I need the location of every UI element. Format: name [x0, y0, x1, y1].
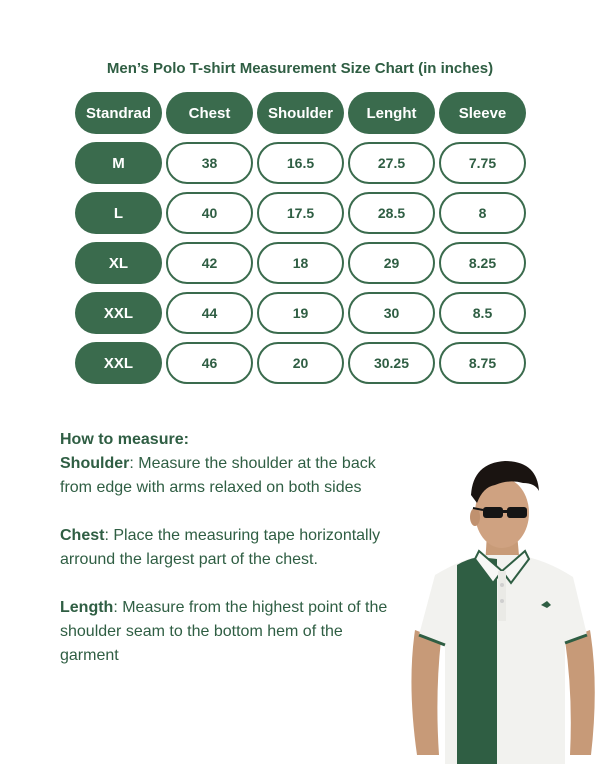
model-illustration	[405, 455, 600, 764]
shoulder-value: 18	[257, 242, 344, 284]
chest-text: : Place the measuring tape horizontally arround the largest part of the chest.	[60, 527, 381, 568]
length-value: 28.5	[348, 192, 435, 234]
sleeve-value: 8.5	[439, 292, 526, 334]
table-row	[75, 342, 526, 384]
table-row	[75, 142, 526, 184]
sleeve-value: 7.75	[439, 142, 526, 184]
chest-term: Chest	[60, 527, 105, 544]
shoulder-value: 16.5	[257, 142, 344, 184]
header-sleeve: Sleeve	[439, 92, 526, 134]
length-value: 30.25	[348, 342, 435, 384]
length-text: : Measure from the highest point of the shoulder seam to the bottom hem of the garment	[60, 599, 388, 664]
shoulder-value: 20	[257, 342, 344, 384]
sleeve-value: 8.25	[439, 242, 526, 284]
instructions-heading: How to measure:	[60, 431, 189, 448]
chest-value: 40	[166, 192, 253, 234]
shoulder-value: 17.5	[257, 192, 344, 234]
chest-value: 38	[166, 142, 253, 184]
model-photo	[405, 455, 600, 764]
table-row	[75, 292, 526, 334]
size-label: XXL	[75, 342, 162, 384]
chest-value: 46	[166, 342, 253, 384]
sleeve-value: 8.75	[439, 342, 526, 384]
length-term: Length	[60, 599, 114, 616]
length-instruction	[60, 596, 405, 668]
chest-instruction	[60, 524, 405, 572]
measure-instructions	[60, 428, 405, 692]
header-chest: Chest	[166, 92, 253, 134]
size-label: XXL	[75, 292, 162, 334]
table-row	[75, 242, 526, 284]
chart-title: Men’s Polo T-shirt Measurement Size Chart (in inches)	[106, 60, 494, 77]
shoulder-value: 19	[257, 292, 344, 334]
shoulder-text: : Measure the shoulder at the back from edge with arms relaxed on both sides	[60, 455, 376, 496]
chest-value: 44	[166, 292, 253, 334]
size-label: M	[75, 142, 162, 184]
size-table	[75, 92, 526, 392]
header-standard: Standrad	[75, 92, 162, 134]
size-label: L	[75, 192, 162, 234]
chest-value: 42	[166, 242, 253, 284]
header-shoulder: Shoulder	[257, 92, 344, 134]
length-value: 30	[348, 292, 435, 334]
shoulder-term: Shoulder	[60, 455, 130, 472]
table-header-row	[75, 92, 526, 134]
shoulder-instruction	[60, 452, 405, 500]
sleeve-value: 8	[439, 192, 526, 234]
header-length: Lenght	[348, 92, 435, 134]
size-label: XL	[75, 242, 162, 284]
length-value: 27.5	[348, 142, 435, 184]
table-row	[75, 192, 526, 234]
length-value: 29	[348, 242, 435, 284]
